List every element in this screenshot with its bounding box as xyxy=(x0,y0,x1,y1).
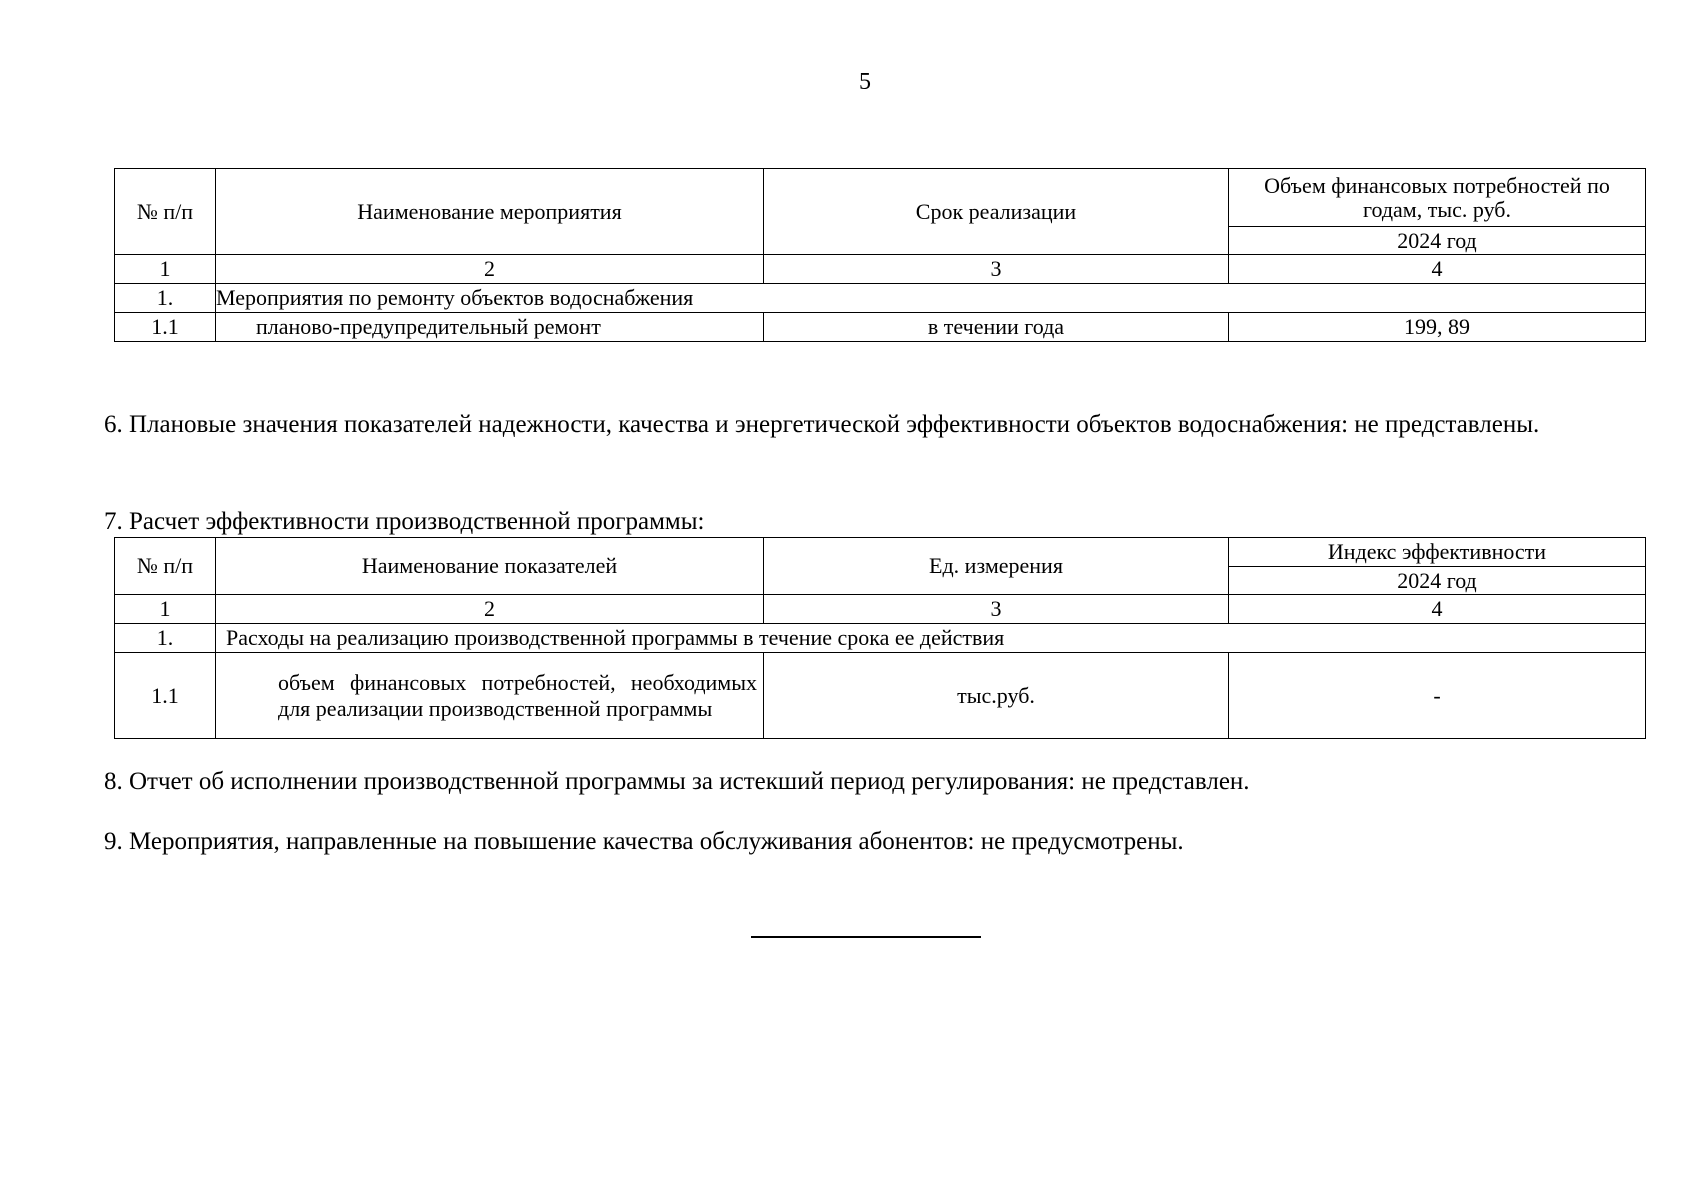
column-number: 1 xyxy=(115,595,216,624)
section-9-text: 9. Мероприятия, направленные на повышение качества обслуживания абонентов: не предусмотрены. xyxy=(104,828,1184,855)
header-unit: Ед. измерения xyxy=(764,538,1229,595)
row-value: 199, 89 xyxy=(1229,313,1646,342)
header-year: 2024 год xyxy=(1229,227,1646,255)
row-section-name: Расходы на реализацию производственной программы в течение срока ее действия xyxy=(216,624,1646,653)
column-number-row xyxy=(115,595,1646,624)
header-num: № п/п xyxy=(115,169,216,255)
closing-divider xyxy=(751,936,981,938)
header-efficiency-index: Индекс эффективности xyxy=(1229,538,1646,567)
row-indicator-name xyxy=(216,653,764,739)
activities-table xyxy=(114,168,1646,342)
table-header-row xyxy=(115,169,1646,227)
table-header-row xyxy=(115,538,1646,567)
row-num: 1. xyxy=(115,284,216,313)
header-term: Срок реализации xyxy=(764,169,1229,255)
column-number: 2 xyxy=(216,255,764,284)
table-row xyxy=(115,624,1646,653)
table-row xyxy=(115,284,1646,313)
row-num: 1.1 xyxy=(115,313,216,342)
row-unit: тыс.руб. xyxy=(764,653,1229,739)
column-number: 3 xyxy=(764,595,1229,624)
header-financial-volume: Объем финансовых потребностей по годам, тыс. руб. xyxy=(1229,169,1646,227)
section-7-title: 7. Расчет эффективности производственной программы: xyxy=(104,508,705,535)
column-number: 3 xyxy=(764,255,1229,284)
row-num: 1. xyxy=(115,624,216,653)
section-6-text: 6. Плановые значения показателей надежности, качества и энергетической эффективности объектов водоснабжения: не представлены. xyxy=(104,411,1540,438)
efficiency-table xyxy=(114,537,1646,739)
table-row xyxy=(115,313,1646,342)
row-activity-name: планово-предупредительный ремонт xyxy=(216,313,764,342)
row-term: в течении года xyxy=(764,313,1229,342)
column-number: 1 xyxy=(115,255,216,284)
header-year: 2024 год xyxy=(1229,567,1646,595)
row-section-name: Мероприятия по ремонту объектов водоснабжения xyxy=(216,284,1646,313)
section-8-text: 8. Отчет об исполнении производственной программы за истекший период регулирования: не представлен. xyxy=(104,768,1250,795)
column-number: 4 xyxy=(1229,595,1646,624)
row-num: 1.1 xyxy=(115,653,216,739)
table-row xyxy=(115,653,1646,739)
header-num: № п/п xyxy=(115,538,216,595)
column-number-row xyxy=(115,255,1646,284)
header-indicator-name: Наименование показателей xyxy=(216,538,764,595)
column-number: 4 xyxy=(1229,255,1646,284)
header-activity-name: Наименование мероприятия xyxy=(216,169,764,255)
page-number: 5 xyxy=(859,69,871,95)
column-number: 2 xyxy=(216,595,764,624)
indicator-text: объем финансовых потребностей, необходимых для реализации производственной программы xyxy=(278,669,757,721)
row-value: - xyxy=(1229,653,1646,739)
